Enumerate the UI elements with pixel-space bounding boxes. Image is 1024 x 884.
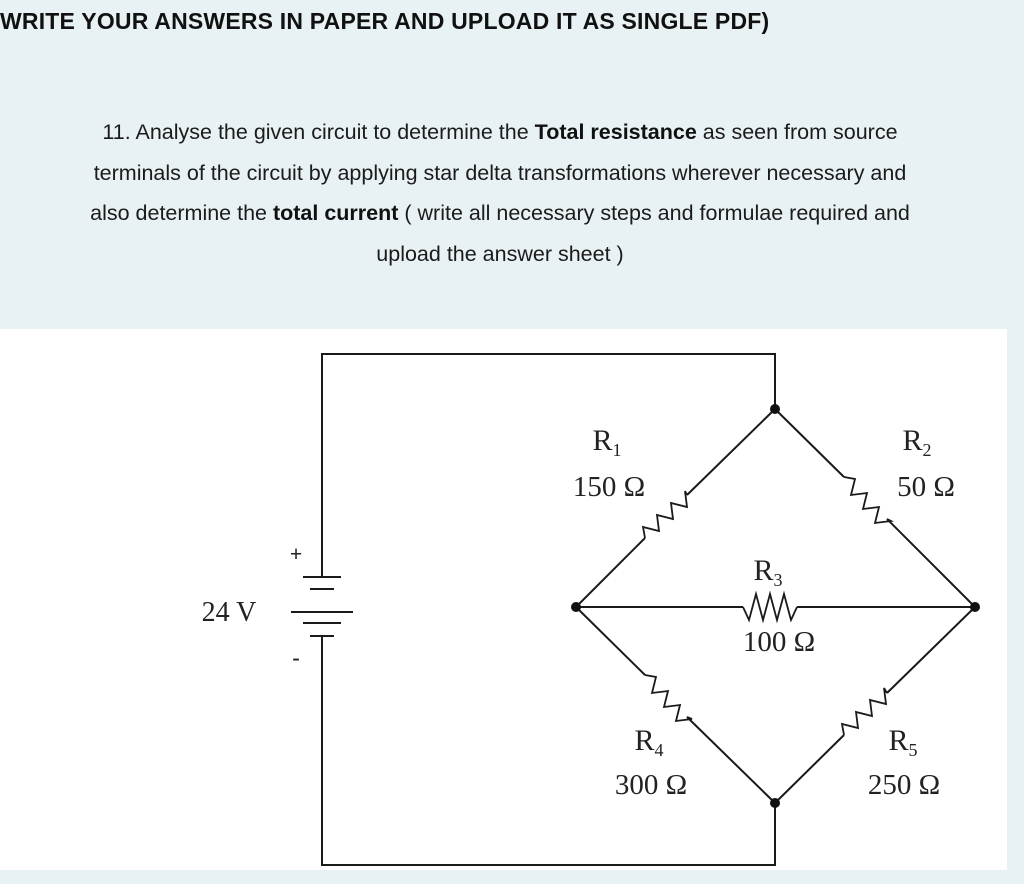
total-current-emphasis: total current (272, 201, 399, 225)
junction-left (571, 602, 581, 612)
question-line-3-end: ( write all necessary steps and formulae required and (398, 201, 910, 225)
battery-plus-sign: + (289, 541, 303, 566)
r4-value-label: 300 Ω (614, 769, 688, 801)
question-line-1 (0, 112, 1000, 153)
r5-letter: R (888, 724, 909, 757)
battery-minus-sign: - (292, 645, 300, 670)
junction-right (970, 602, 980, 612)
source-voltage-label: 24 V (201, 597, 257, 628)
question-line-1-end: as seen from source (696, 120, 898, 144)
r2-subscript: 2 (922, 440, 932, 460)
r2-name-label (902, 424, 931, 460)
question-line-2: terminals of the circuit by applying star delta transformations wherever necessary and (93, 160, 907, 185)
r3-value-label: 100 Ω (742, 626, 816, 658)
r4-subscript: 4 (654, 740, 664, 760)
r1-name-label (592, 424, 621, 460)
r2-letter: R (902, 424, 923, 457)
total-resistance-emphasis: Total resistance (534, 120, 697, 144)
resistor-r2 (775, 409, 975, 607)
r1-value-label: 150 Ω (572, 471, 646, 503)
r1-subscript: 1 (612, 440, 622, 460)
r5-value-label: 250 Ω (867, 769, 941, 801)
circuit-figure-panel (0, 329, 1007, 870)
question-line-1-text: 11. Analyse the given circuit to determine the (102, 120, 535, 144)
instruction-header: WRITE YOUR ANSWERS IN PAPER AND UPLOAD IT AS SINGLE PDF) (0, 8, 770, 34)
battery-symbol (291, 577, 353, 636)
r5-name-label (888, 724, 917, 760)
resistor-r3 (576, 594, 975, 620)
bridge-circuit-diagram (0, 329, 1007, 870)
question-text (0, 112, 1000, 274)
bottom-wire (322, 636, 775, 865)
r2-value-label: 50 Ω (897, 471, 955, 503)
question-line-3 (0, 193, 1000, 234)
top-wire (322, 354, 775, 577)
r5-subscript: 5 (908, 740, 918, 760)
r3-letter: R (753, 554, 774, 587)
r3-name-label (753, 554, 782, 590)
r4-name-label (634, 724, 663, 760)
junction-bottom (770, 798, 780, 808)
r3-subscript: 3 (773, 570, 783, 590)
r4-letter: R (634, 724, 655, 757)
r1-letter: R (592, 424, 613, 457)
question-line-4: upload the answer sheet ) (376, 241, 624, 266)
junction-top (770, 404, 780, 414)
question-line-3-text: also determine the (90, 201, 273, 225)
